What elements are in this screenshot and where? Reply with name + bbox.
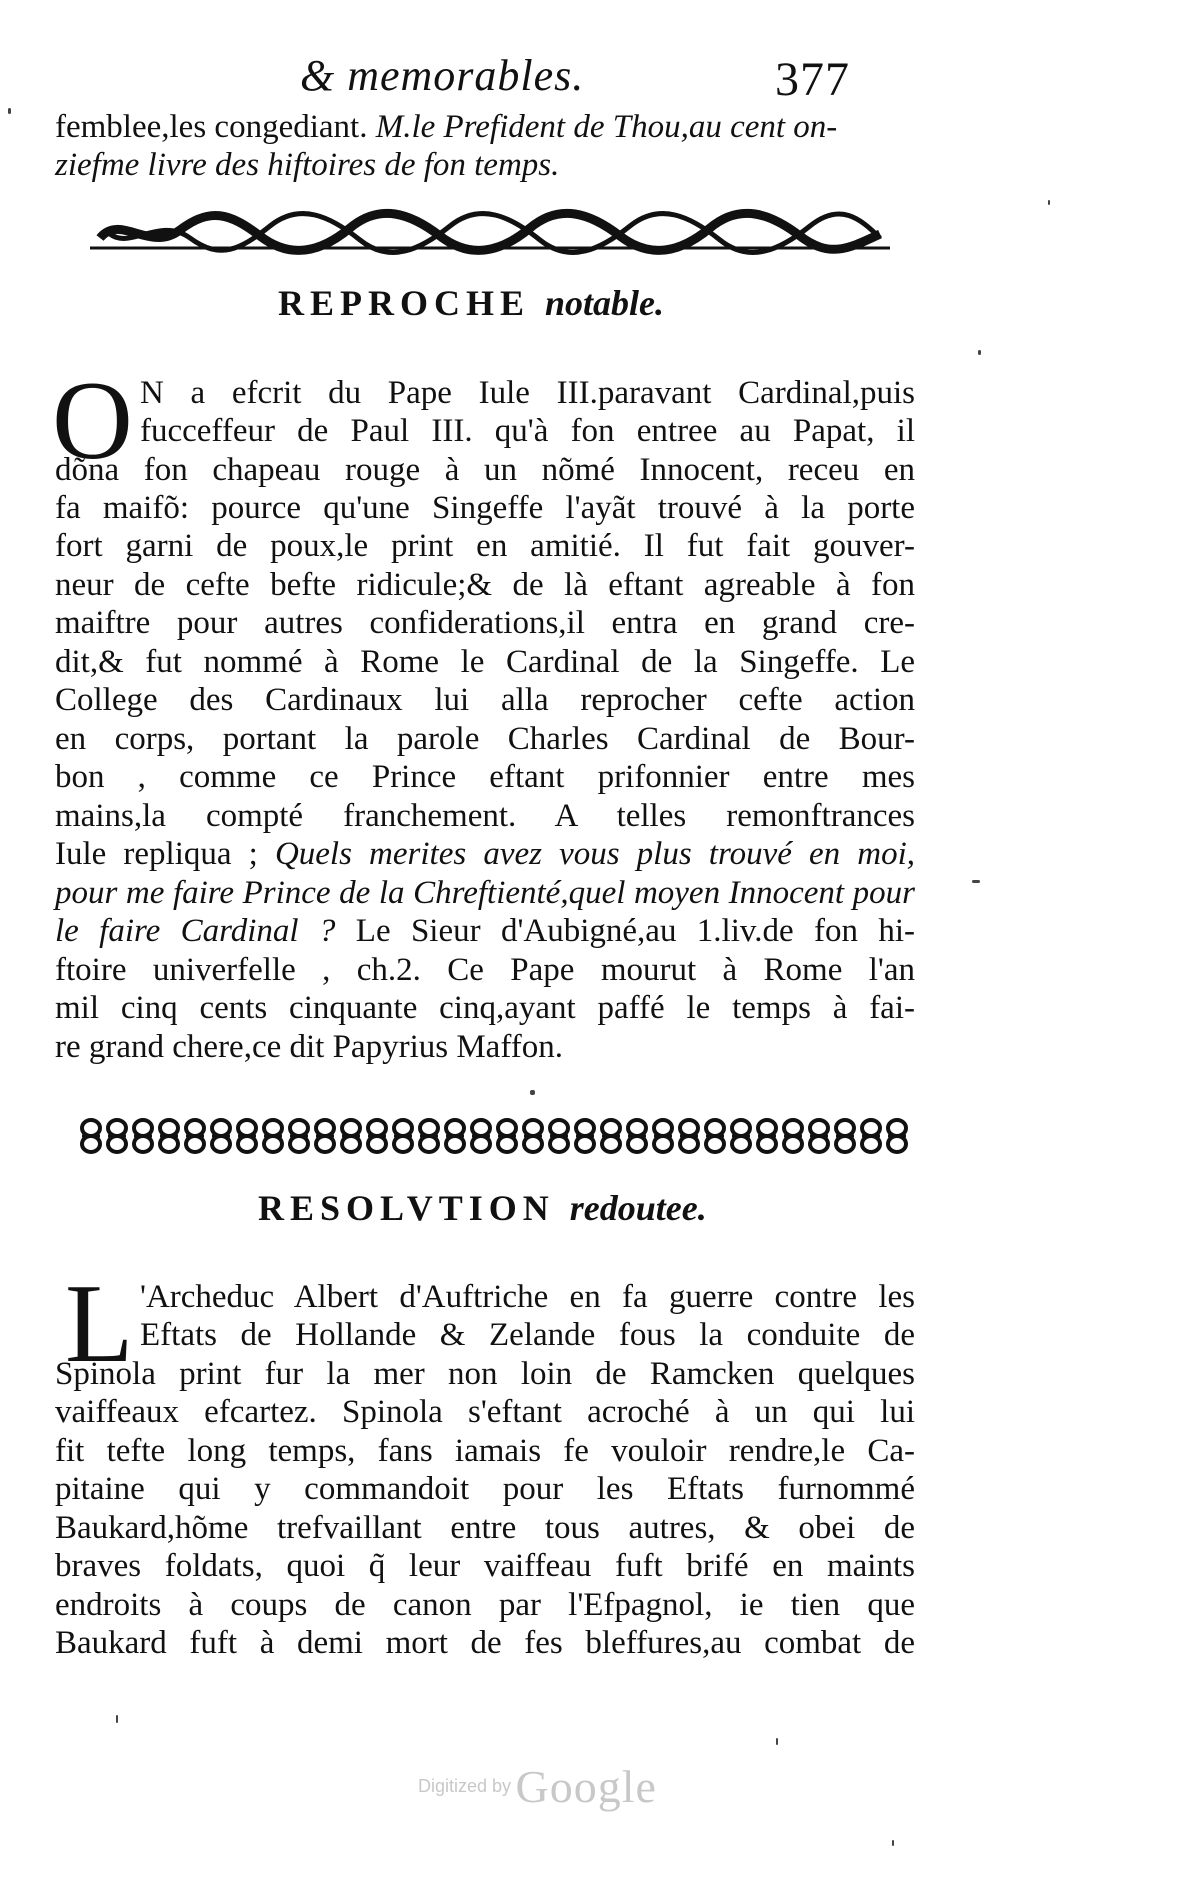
s1-line-1: N a efcrit du Pape Iule III.paravant Cardinal,puis [140, 375, 915, 411]
scan-speck [116, 1715, 118, 1723]
s1-line-17: mil cinq cents cinquante cinq,ayant paffé le temps à fai- [55, 990, 915, 1026]
scan-speck [972, 880, 980, 883]
s1-line-10: en corps, portant la parole Charles Cardinal de Bour- [55, 721, 915, 757]
s1-line-6: neur de cefte befte ridicule;& de là eftant agreable à fon [55, 567, 915, 603]
running-title: & memorables. [300, 51, 585, 100]
s1-line-15-italic: le faire Cardinal ? [55, 913, 336, 949]
s2-line-7: Baukard,hõme trefvaillant entre tous autres, & obei de [55, 1510, 915, 1546]
section-title-2-word: redoutee. [569, 1188, 707, 1228]
section-title-1-caps: REPROCHE [278, 283, 531, 323]
s1-line-13 [55, 835, 915, 873]
section-title-1 [278, 282, 664, 324]
s1-line-7: maiftre pour autres confiderations,il entra en grand cre- [55, 605, 915, 641]
s1-line-12: mains,la compté franchement. A telles remonftrances [55, 798, 915, 834]
watermark-brand: Google [515, 1761, 657, 1812]
google-watermark [418, 1760, 657, 1813]
s1-line-3: dõna fon chapeau rouge à un nõmé Innocent, receu en [55, 452, 915, 488]
s1-line-14: pour me faire Prince de la Chreftienté,quel moyen Innocent pour [55, 875, 915, 911]
s2-line-9: endroits à coups de canon par l'Efpagnol, ie tien que [55, 1587, 915, 1623]
scan-speck [892, 1840, 894, 1846]
s1-line-9: College des Cardinaux lui alla reprocher cefte action [55, 682, 915, 718]
s2-line-5: fit tefte long temps, fans iamais fe vouloir rendre,le Ca- [55, 1433, 915, 1469]
s2-line-4: vaiffeaux efcartez. Spinola s'eftant acroché à un qui lui [55, 1394, 915, 1430]
s1-line-4: fa maifõ: pource qu'une Singeffe l'ayãt trouvé à la porte [55, 490, 915, 526]
section-title-1-word: notable. [545, 283, 665, 323]
s1-line-18: re grand chere,ce dit Papyrius Maffon. [55, 1029, 563, 1065]
page-number: 377 [775, 53, 850, 106]
section-title-2-caps: RESOLVTION [258, 1188, 555, 1228]
section-title-2 [258, 1187, 707, 1229]
scan-speck [978, 350, 981, 355]
s1-line-15 [55, 912, 915, 950]
scan-speck [8, 108, 11, 114]
intro-line-1-italic: M.le Prefident de Thou,au cent on- [375, 109, 838, 145]
scan-speck [530, 1090, 535, 1095]
intro-line-1-roman: femblee,les congediant. [55, 109, 368, 145]
s2-line-6: pitaine qui y commandoit pour les Eftats furnommé [55, 1471, 915, 1507]
intro-line-1 [55, 108, 915, 146]
s1-line-11: bon , comme ce Prince eftant prifonnier entre mes [55, 759, 915, 795]
s2-line-2: Eftats de Hollande & Zelande fous la conduite de [140, 1317, 915, 1353]
s1-line-8: dit,& fut nommé à Rome le Cardinal de la Singeffe. Le [55, 644, 915, 680]
s2-line-3: Spinola print fur la mer non loin de Ramcken quelques [55, 1356, 915, 1392]
s1-line-5: fort garni de poux,le print en amitié. Il fut fait gouver- [55, 528, 915, 564]
s1-line-15-roman: Le Sieur d'Aubigné,au 1.liv.de fon hi- [355, 913, 915, 949]
dropcap-o: O [52, 359, 133, 483]
s2-line-1: 'Archeduc Albert d'Auftriche en fa guerre contre les [140, 1279, 915, 1315]
dropcap-l: L [65, 1262, 134, 1386]
s1-line-16: ftoire univerfelle , ch.2. Ce Pape mourut à Rome l'an [55, 952, 915, 988]
intro-line-2: ziefme livre des hiftoires de fon temps. [55, 147, 560, 183]
watermark-prefix: Digitized by [418, 1776, 512, 1796]
scan-speck [776, 1738, 778, 1745]
ornament-divider-2 [78, 1112, 910, 1160]
s1-line-2: fucceffeur de Paul III. qu'à fon entree au Papat, il [140, 413, 915, 449]
s1-line-13-italic: Quels merites avez vous plus trouvé en moi, [274, 836, 916, 872]
s2-line-10: Baukard fuft à demi mort de fes bleffures,au combat de [55, 1625, 915, 1661]
s1-line-13-roman: Iule repliqua ; [55, 836, 258, 872]
ornament-divider-1 [90, 208, 890, 256]
s2-line-8: braves foldats, quoi q̃ leur vaiffeau fuft brifé en maints [55, 1548, 915, 1584]
scan-speck [1048, 200, 1050, 205]
